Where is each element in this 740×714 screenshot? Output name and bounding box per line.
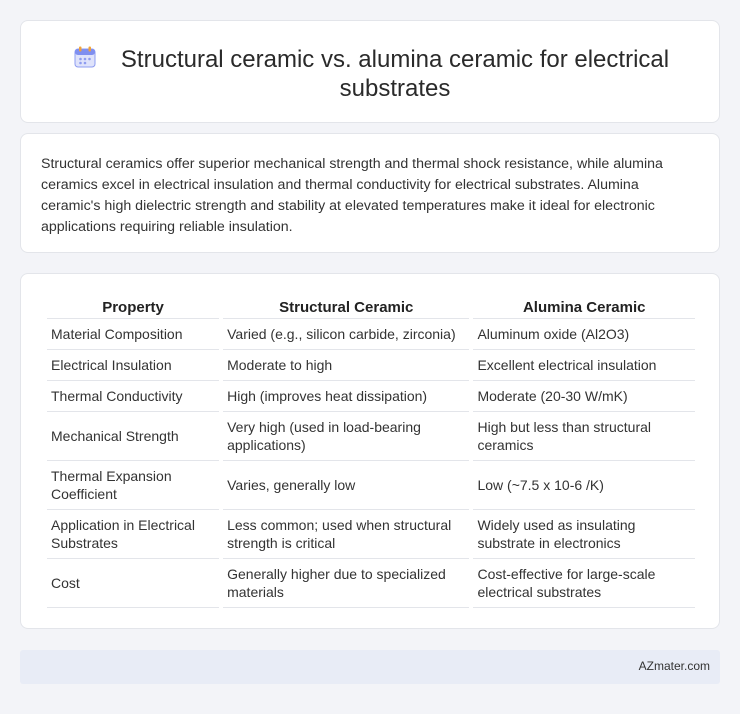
column-header-alumina: Alumina Ceramic <box>473 297 695 319</box>
summary-paragraph: Structural ceramics offer superior mechanical strength and thermal shock resistance, while alumina ceramics excel in electrical insulation and thermal conductivity for electrical substrates. Alumina ceramic's high dielectric strength and stability at elevated temperatures make it ideal for electronic applications requiring reliable insulation. <box>41 156 663 235</box>
table-cell: Varied (e.g., silicon carbide, zirconia) <box>223 319 469 350</box>
page-title: Structural ceramic vs. alumina ceramic for electrical substrates <box>120 46 670 102</box>
table-header-row <box>47 297 695 319</box>
table-cell: Application in Electrical Substrates <box>47 510 219 559</box>
footer-site-link[interactable]: AZmater.com <box>638 659 710 673</box>
table-cell: Material Composition <box>47 319 219 350</box>
table-cell: Widely used as insulating substrate in electronics <box>473 510 695 559</box>
footer-bar <box>20 650 720 684</box>
table-cell: Electrical Insulation <box>47 350 219 381</box>
title-card <box>20 20 720 123</box>
column-header-structural: Structural Ceramic <box>223 297 469 319</box>
table-cell: Excellent electrical insulation <box>473 350 695 381</box>
table-row <box>47 510 695 559</box>
table-row <box>47 461 695 510</box>
table-cell: Mechanical Strength <box>47 412 219 461</box>
table-cell: Low (~7.5 x 10-6 /K) <box>473 461 695 510</box>
table-row <box>47 381 695 412</box>
table-cell: Varies, generally low <box>223 461 469 510</box>
table-cell: Aluminum oxide (Al2O3) <box>473 319 695 350</box>
table-cell: Less common; used when structural strength is critical <box>223 510 469 559</box>
table-row <box>47 319 695 350</box>
comparison-table <box>43 297 699 608</box>
table-row <box>47 559 695 608</box>
table-cell: Cost-effective for large-scale electrical substrates <box>473 559 695 608</box>
summary-card <box>20 133 720 253</box>
table-row <box>47 350 695 381</box>
table-cell: Thermal Expansion Coefficient <box>47 461 219 510</box>
table-cell: Moderate (20-30 W/mK) <box>473 381 695 412</box>
table-cell: Very high (used in load-bearing applications) <box>223 412 469 461</box>
table-cell: Thermal Conductivity <box>47 381 219 412</box>
table-cell: High but less than structural ceramics <box>473 412 695 461</box>
table-cell: Moderate to high <box>223 350 469 381</box>
comparison-table-card <box>20 273 720 629</box>
column-header-property: Property <box>47 297 219 319</box>
table-cell: Generally higher due to specialized materials <box>223 559 469 608</box>
table-row <box>47 412 695 461</box>
table-cell: Cost <box>47 559 219 608</box>
table-cell: High (improves heat dissipation) <box>223 381 469 412</box>
